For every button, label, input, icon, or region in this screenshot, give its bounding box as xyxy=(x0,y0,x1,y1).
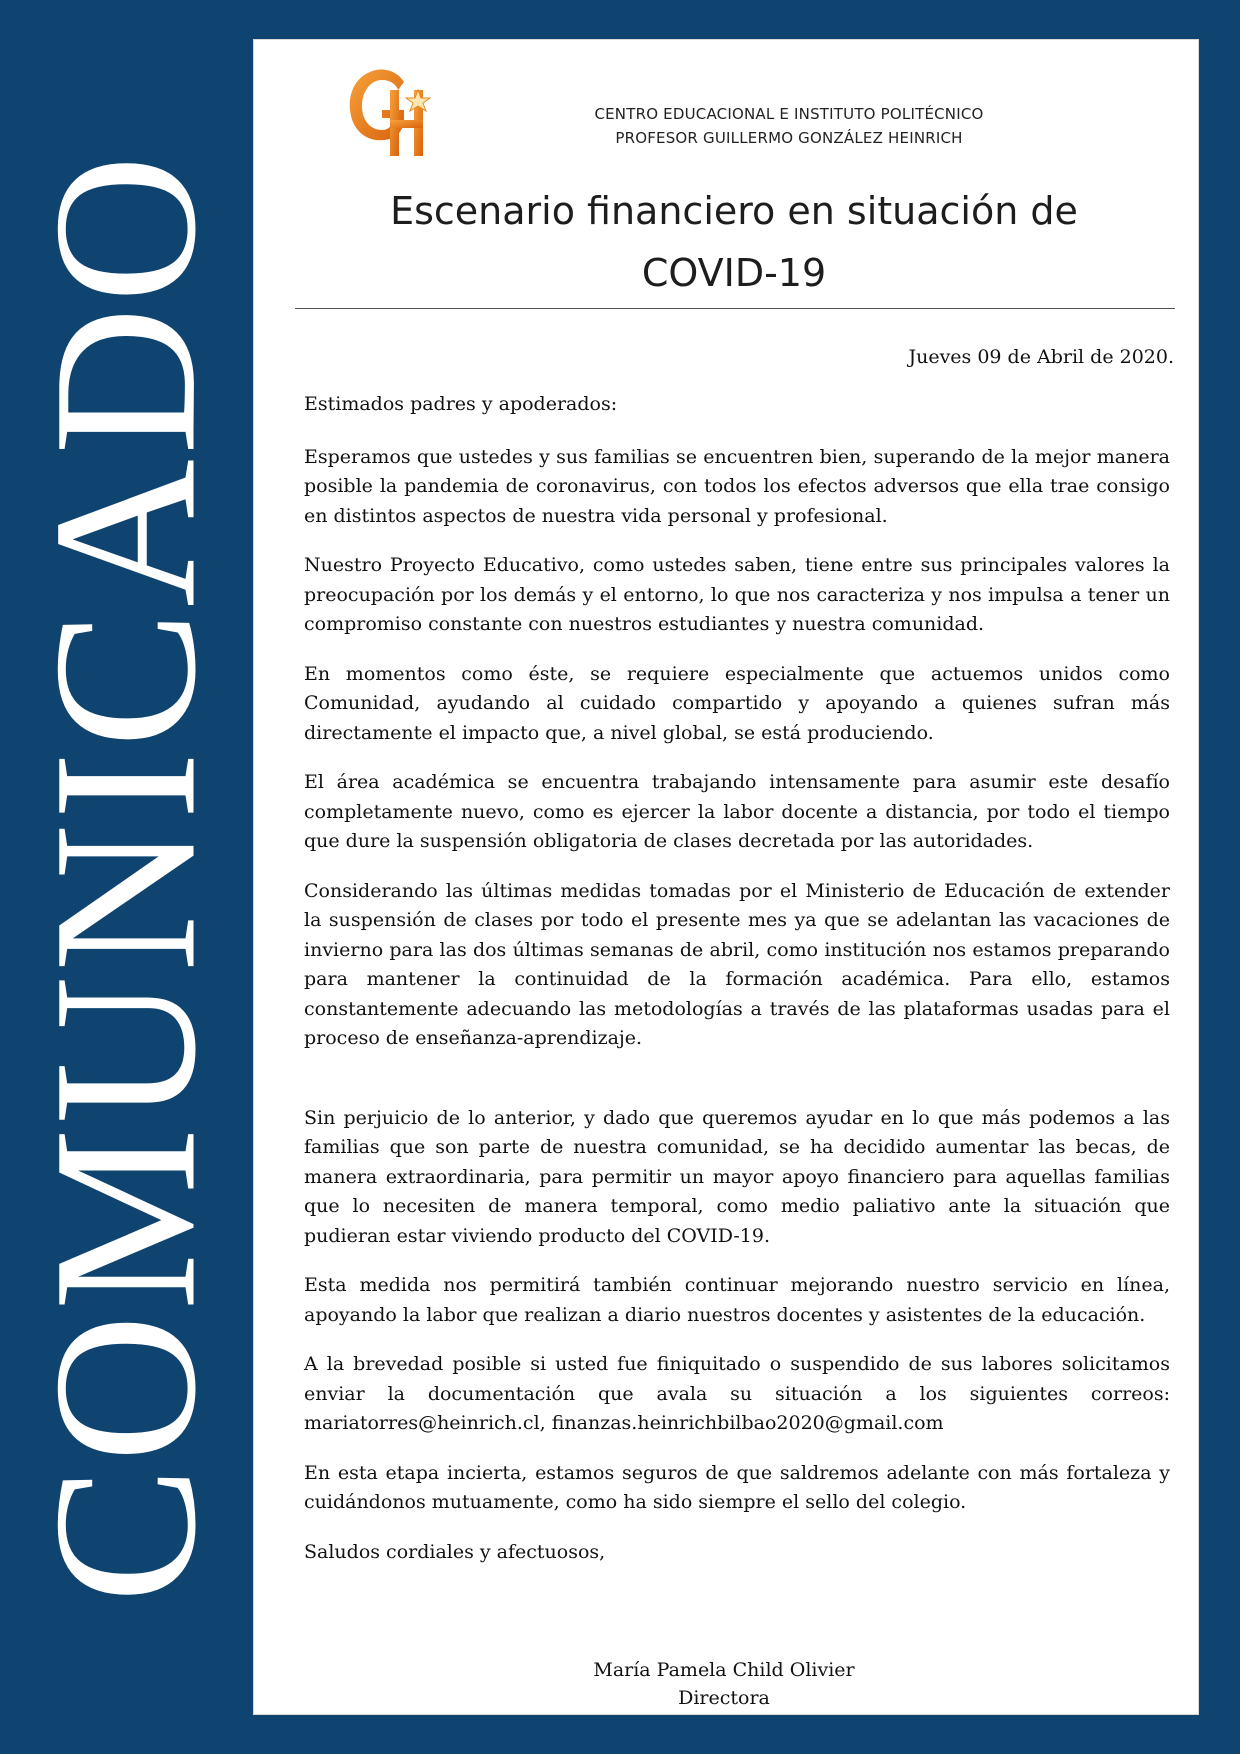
signature-block xyxy=(254,1656,1194,1712)
institution-line-2: PROFESOR GUILLERMO GONZÁLEZ HEINRICH xyxy=(615,129,963,147)
school-logo-icon xyxy=(342,60,436,162)
document-date: Jueves 09 de Abril de 2020. xyxy=(908,346,1174,368)
title-line-1: Escenario financiero en situación de xyxy=(390,189,1078,233)
banner-text: COMUNICADO xyxy=(11,150,239,1604)
letter-body xyxy=(304,390,1170,1587)
side-banner xyxy=(0,0,250,1754)
document-title xyxy=(294,180,1174,304)
signatory-name: María Pamela Child Olivier xyxy=(593,1659,855,1681)
paragraph: En momentos como éste, se requiere especialmente que actuemos unidos como Comunidad, ayudando al cuidado compartido y apoyando a quienes sufran más directamente el impacto que, a nivel global, se está produciendo. xyxy=(304,662,1170,744)
signatory-role: Directora xyxy=(678,1687,770,1709)
paragraph: Esperamos que ustedes y sus familias se encuentren bien, superando de la mejor manera posible la pandemia de coronavirus, con todos los efectos adversos que ella trae consigo en distintos aspectos de nuestra vida personal y profesional. xyxy=(304,445,1170,527)
title-divider xyxy=(295,308,1175,309)
paragraph: Esta medida nos permitirá también continuar mejorando nuestro servicio en línea, apoyando la labor que realizan a diario nuestros docentes y asistentes de la educación. xyxy=(304,1274,1170,1326)
paragraph: En esta etapa incierta, estamos seguros de que saldremos adelante con más fortaleza y cuidándonos mutuamente, como ha sido siempre el sello del colegio. xyxy=(304,1461,1170,1513)
paragraph: A la brevedad posible si usted fue finiquitado o suspendido de sus labores solicitamos enviar la documentación que avala su situación a los siguientes correos: mariatorres@heinrich.cl, finanzas.heinrichbilbao2020@gmail.com xyxy=(304,1353,1170,1434)
institution-name xyxy=(574,102,1004,150)
paragraph: Sin perjuicio de lo anterior, y dado que queremos ayudar en lo que más podemos a las familias que son parte de nuestra comunidad, se ha decidido aumentar las becas, de manera extraordinaria, para permitir un mayor apoyo financiero para aquellas familias que lo necesiten de manera temporal, como medio paliativo ante la situación que pudieran estar viviendo producto del COVID-19. xyxy=(304,1106,1170,1247)
greeting: Estimados padres y apoderados: xyxy=(304,393,618,415)
title-line-2: COVID-19 xyxy=(641,251,827,295)
closing: Saludos cordiales y afectuosos, xyxy=(304,1540,606,1563)
document-page xyxy=(253,39,1199,1715)
paragraph: Considerando las últimas medidas tomadas por el Ministerio de Educación de extender la suspensión de clases por todo el presente mes ya que se adelantan las vacaciones de invierno para las dos últimas semanas de abril, como institución nos estamos preparando para mantener la continuidad de la formación académica. Para ello, estamos constantemente adecuando las metodologías a través de las plataformas usadas para el proceso de enseñanza-aprendizaje. xyxy=(304,879,1170,1049)
paragraph: Nuestro Proyecto Educativo, como ustedes saben, tiene entre sus principales valores la preocupación por los demás y el entorno, lo que nos caracteriza y nos impulsa a tener un compromiso constante con nuestros estudiantes y nuestra comunidad. xyxy=(304,554,1170,635)
paragraph: El área académica se encuentra trabajando intensamente para asumir este desafío completamente nuevo, como es ejercer la labor docente a distancia, por todo el tiempo que dure la suspensión obligatoria de clases decretada por las autoridades. xyxy=(304,771,1170,852)
institution-line-1: CENTRO EDUCACIONAL E INSTITUTO POLITÉCNICO xyxy=(594,105,984,123)
